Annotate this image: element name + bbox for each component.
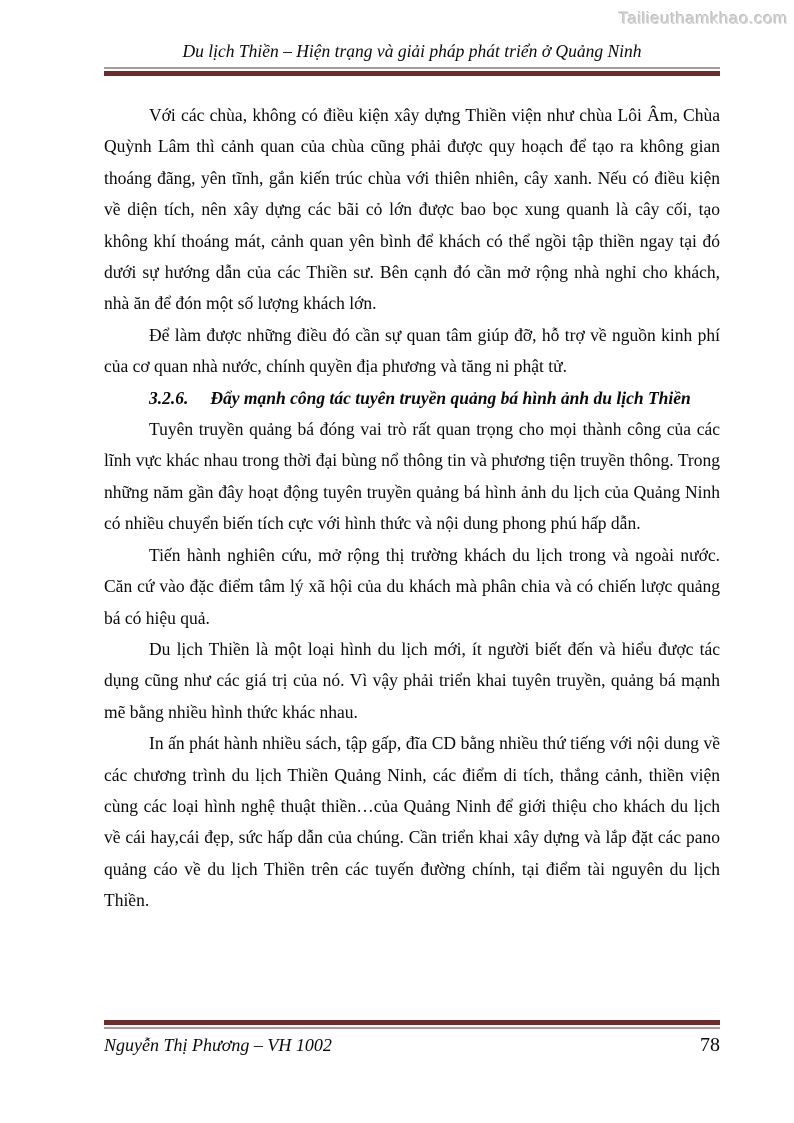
header-rule	[104, 67, 720, 76]
footer-row	[104, 1034, 720, 1057]
page-number: 78	[700, 1034, 720, 1056]
body-paragraph: Để làm được những điều đó cần sự quan tâm giúp đỡ, hỗ trợ về nguồn kinh phí của cơ quan nhà nước, chính quyền địa phương và tăng ni phật tử.	[104, 324, 720, 377]
footer-author: Nguyễn Thị Phương – VH 1002	[104, 1035, 332, 1055]
body-paragraph: Du lịch Thiền là một loại hình du lịch mới, ít người biết đến và hiểu được tác dụng cũng như các giá trị của nó. Vì vậy phải triển khai tuyên truyền, quảng bá mạnh mẽ bằng nhiều hình thức khác nhau.	[104, 638, 720, 722]
footer-rule	[104, 1020, 720, 1029]
section-number: 3.2.6.	[149, 387, 189, 408]
document-body	[104, 100, 720, 917]
page-footer	[104, 1020, 720, 1057]
running-head-title: Du lịch Thiền – Hiện trạng và giải pháp phát triển ở Quảng Ninh	[182, 41, 642, 61]
watermark-text: Tailieuthamkhao.com	[618, 9, 788, 28]
body-paragraph: In ấn phát hành nhiều sách, tập gấp, đĩa CD bằng nhiều thứ tiếng với nội dung về các chương trình du lịch Thiền Quảng Ninh, các điểm di tích, thắng cảnh, thiền viện cùng các loại hình nghệ thuật thiền…của Quảng Ninh để giới thiệu cho khách du lịch về cái hay,cái đẹp, sức hấp dẫn của chúng. Cần triển khai xây dựng và lắp đặt các pano quảng cáo về du lịch Thiền trên các tuyến đường chính, tại điểm tài nguyên du lịch Thiền.	[104, 733, 720, 911]
section-heading	[104, 383, 720, 414]
body-paragraph: Tiến hành nghiên cứu, mở rộng thị trường khách du lịch trong và ngoài nước. Căn cứ vào đặc điểm tâm lý xã hội của du khách mà phân chia và có chiến lược quảng bá có hiệu quả.	[104, 544, 720, 628]
body-paragraph: Với các chùa, không có điều kiện xây dựng Thiền viện như chùa Lôi Âm, Chùa Quỳnh Lâm thì cảnh quan của chùa cũng phải được quy hoạch để tạo ra không gian thoáng đãng, yên tĩnh, gắn kiến trúc chùa với thiên nhiên, cây xanh. Nếu có điều kiện về diện tích, nên xây dựng các bãi cỏ lớn được bao bọc xung quanh là cây cối, tạo không khí thoáng mát, cảnh quan yên bình để khách có thể ngồi tập thiền ngay tại đó dưới sự hướng dẫn của các Thiền sư. Bên cạnh đó cần mở rộng nhà nghỉ cho khách, nhà ăn để đón một số lượng khách lớn.	[104, 105, 720, 314]
page-header	[104, 41, 720, 76]
body-paragraph: Tuyên truyền quảng bá đóng vai trò rất quan trọng cho mọi thành công của các lĩnh vực khác nhau trong thời đại bùng nổ thông tin và phương tiện truyền thông. Trong những năm gần đây hoạt động tuyên truyền quảng bá hình ảnh du lịch của Quảng Ninh có nhiều chuyển biến tích cực với hình thức và nội dung phong phú hấp dẫn.	[104, 419, 720, 534]
section-title: Đẩy mạnh công tác tuyên truyền quảng bá hình ảnh du lịch Thiền	[210, 387, 691, 408]
